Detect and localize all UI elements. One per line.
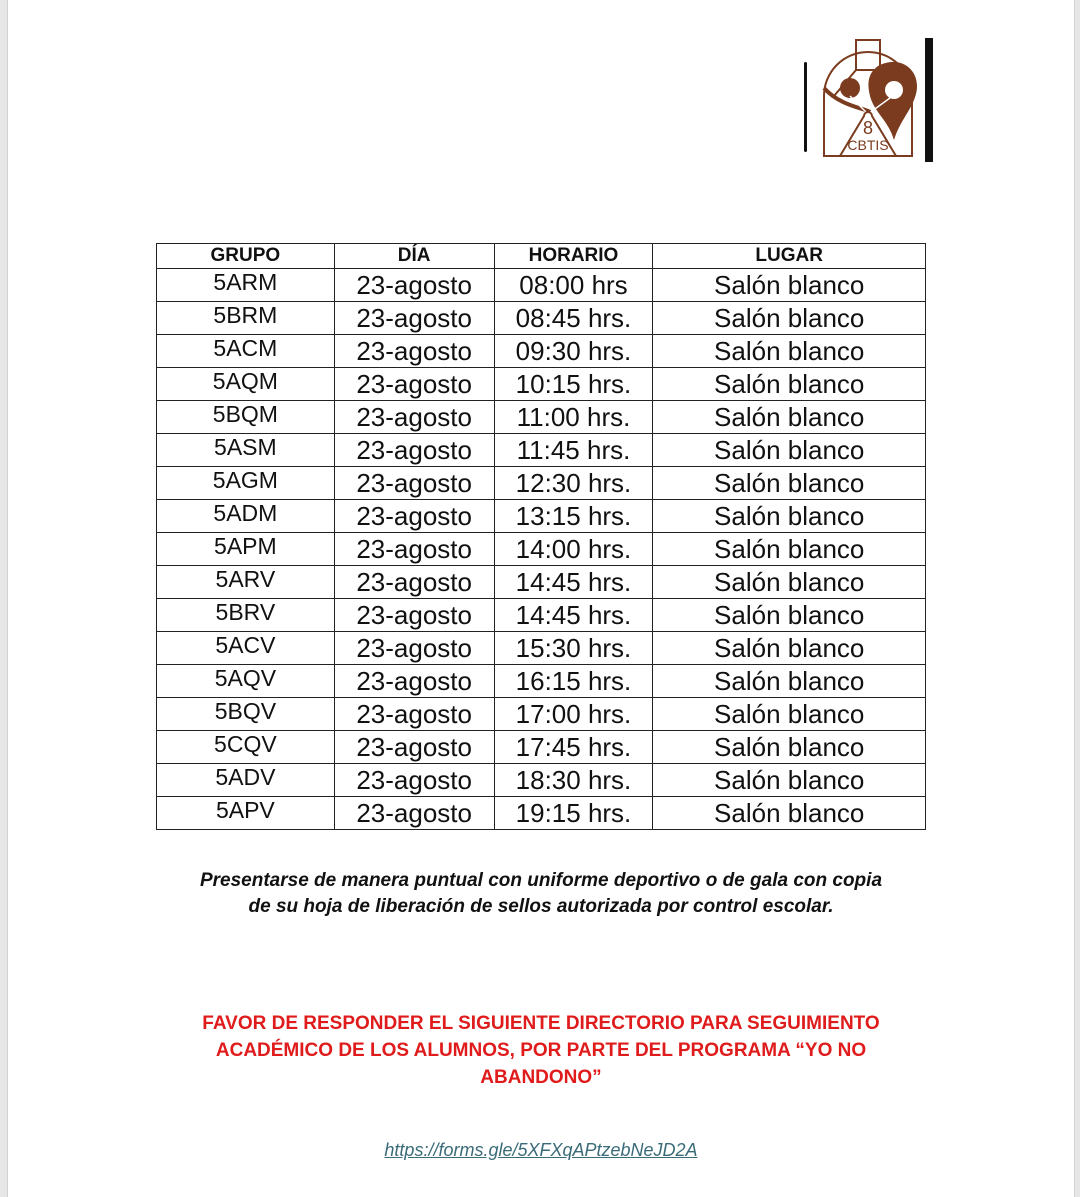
svg-text:CBTIS: CBTIS [847,137,889,153]
grupo-cell: 5BQV [157,698,335,731]
table-row [157,566,926,599]
table-row [157,434,926,467]
table-row [157,368,926,401]
grupo-cell: 5BRM [157,302,335,335]
table-row [157,500,926,533]
table-row [157,269,926,302]
header-horario: HORARIO [494,244,653,269]
horario-cell: 14:45 hrs. [494,566,653,599]
grupo-cell: 5ARM [157,269,335,302]
horario-cell: 14:45 hrs. [494,599,653,632]
dia-cell: 23-agosto [334,665,494,698]
table-row [157,533,926,566]
table-row [157,302,926,335]
dia-cell: 23-agosto [334,434,494,467]
notice-line-1: Presentarse de manera puntual con uniforme deportivo o de gala con copia [199,870,883,891]
horario-cell: 15:30 hrs. [494,632,653,665]
grupo-cell: 5APV [157,797,335,830]
table-row [157,335,926,368]
grupo-cell: 5ACM [157,335,335,368]
grupo-cell: 5BQM [157,401,335,434]
svg-text:8: 8 [862,118,874,138]
table-row [157,764,926,797]
dia-cell: 23-agosto [334,698,494,731]
horario-cell: 11:00 hrs. [494,401,653,434]
table-row [157,467,926,500]
lugar-cell: Salón blanco [653,665,926,698]
table-header-row [157,244,926,269]
table-row [157,797,926,830]
grupo-cell: 5AGM [157,467,335,500]
grupo-cell: 5ADV [157,764,335,797]
table-row [157,731,926,764]
table-row [157,401,926,434]
lugar-cell: Salón blanco [653,632,926,665]
grupo-cell: 5ADM [157,500,335,533]
dia-cell: 23-agosto [334,335,494,368]
horario-cell: 13:15 hrs. [494,500,653,533]
dia-cell: 23-agosto [334,599,494,632]
dia-cell: 23-agosto [334,500,494,533]
lugar-cell: Salón blanco [653,434,926,467]
horario-cell: 12:30 hrs. [494,467,653,500]
dia-cell: 23-agosto [334,797,494,830]
dia-cell: 23-agosto [334,566,494,599]
dia-cell: 23-agosto [334,368,494,401]
lugar-cell: Salón blanco [653,269,926,302]
alert-line-1: FAVOR DE RESPONDER EL SIGUIENTE DIRECTORIO PARA SEGUIMIENTO [202,1013,880,1034]
attendance-notice [156,868,926,920]
table-row [157,599,926,632]
dia-cell: 23-agosto [334,269,494,302]
dia-cell: 23-agosto [334,302,494,335]
horario-cell: 14:00 hrs. [494,533,653,566]
lugar-cell: Salón blanco [653,698,926,731]
horario-cell: 09:30 hrs. [494,335,653,368]
cbtis-8-logo-icon [804,36,936,164]
dia-cell: 23-agosto [334,764,494,797]
lugar-cell: Salón blanco [653,599,926,632]
lugar-cell: Salón blanco [653,533,926,566]
notice-line-2: de su hoja de liberación de sellos autorizada por control escolar. [248,896,834,917]
lugar-cell: Salón blanco [653,368,926,401]
grupo-cell: 5BRV [157,599,335,632]
grupo-cell: 5ASM [157,434,335,467]
horario-cell: 11:45 hrs. [494,434,653,467]
grupo-cell: 5ARV [157,566,335,599]
lugar-cell: Salón blanco [653,731,926,764]
header-grupo: GRUPO [157,244,335,269]
header-dia: DÍA [334,244,494,269]
table-row [157,632,926,665]
dia-cell: 23-agosto [334,467,494,500]
lugar-cell: Salón blanco [653,335,926,368]
horario-cell: 17:45 hrs. [494,731,653,764]
lugar-cell: Salón blanco [653,401,926,434]
grupo-cell: 5AQV [157,665,335,698]
horario-cell: 17:00 hrs. [494,698,653,731]
dia-cell: 23-agosto [334,632,494,665]
directory-alert [156,1010,926,1091]
dia-cell: 23-agosto [334,401,494,434]
horario-cell: 08:00 hrs [494,269,653,302]
lugar-cell: Salón blanco [653,566,926,599]
dia-cell: 23-agosto [334,731,494,764]
horario-cell: 19:15 hrs. [494,797,653,830]
document-page [7,0,1075,1197]
grupo-cell: 5CQV [157,731,335,764]
lugar-cell: Salón blanco [653,797,926,830]
grupo-cell: 5APM [157,533,335,566]
horario-cell: 18:30 hrs. [494,764,653,797]
grupo-cell: 5AQM [157,368,335,401]
alert-line-3: ABANDONO” [480,1067,602,1088]
alert-line-2: ACADÉMICO DE LOS ALUMNOS, POR PARTE DEL PROGRAMA “YO NO [215,1040,867,1061]
header-lugar: LUGAR [653,244,926,269]
lugar-cell: Salón blanco [653,467,926,500]
horario-cell: 10:15 hrs. [494,368,653,401]
grupo-cell: 5ACV [157,632,335,665]
table-row [157,698,926,731]
lugar-cell: Salón blanco [653,500,926,533]
dia-cell: 23-agosto [334,533,494,566]
lugar-cell: Salón blanco [653,764,926,797]
forms-link[interactable]: https://forms.gle/5XFXqAPtzebNeJD2A [384,1140,698,1160]
schedule-table [156,243,926,830]
horario-cell: 08:45 hrs. [494,302,653,335]
table-row [157,665,926,698]
table-body [157,269,926,830]
horario-cell: 16:15 hrs. [494,665,653,698]
lugar-cell: Salón blanco [653,302,926,335]
